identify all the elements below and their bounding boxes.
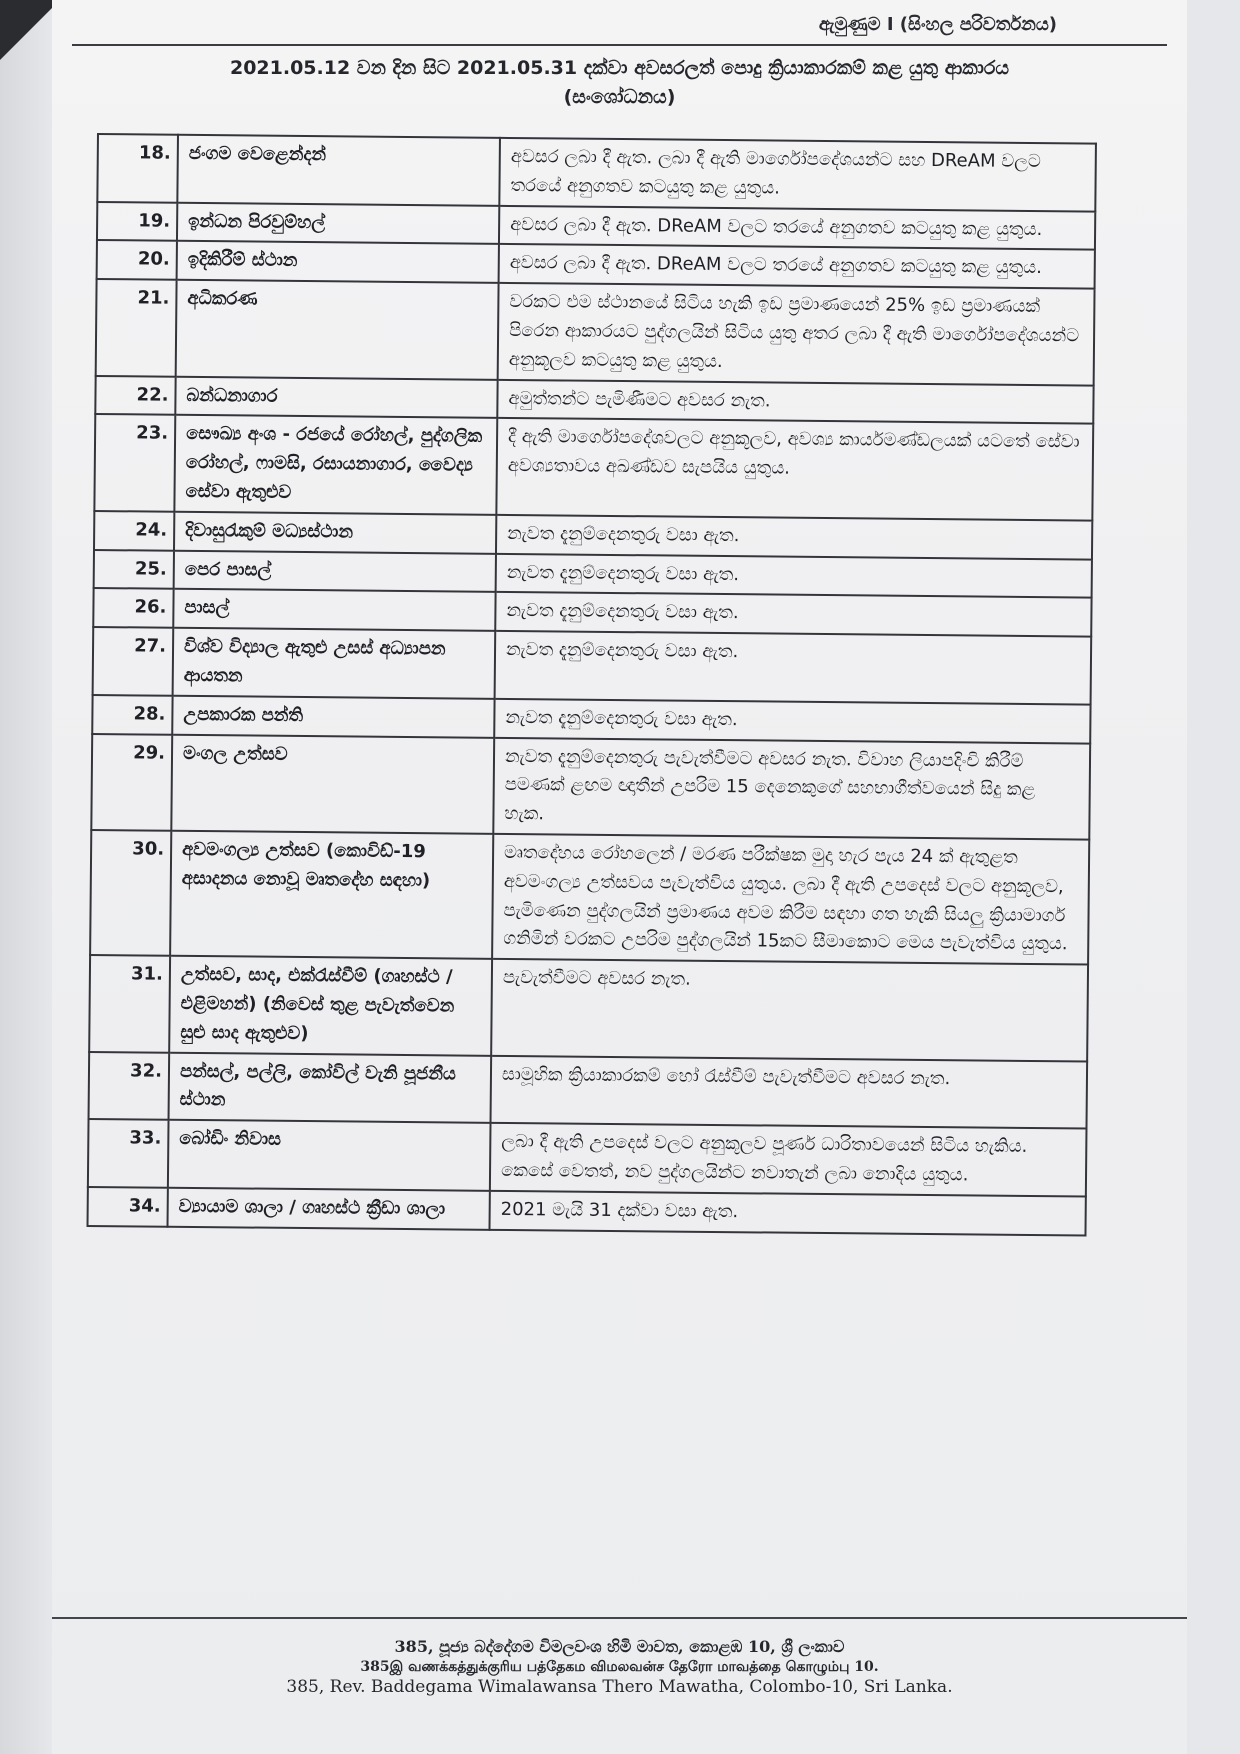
row-activity: උත්සව, සාද, එක්රැස්වීම් (ගෘහස්ථ / එළිමහන්) (නිවෙස් තුළ පැවැත්වෙන සුළු සාද ඇතුළුව) — [169, 956, 492, 1055]
row-guideline: නැවත දැනුම්දෙනතුරු වසා ඇත. — [496, 553, 1092, 598]
footer-address-english: 385, Rev. Baddegama Wimalawansa Thero Mawatha, Colombo-10, Sri Lanka. — [286, 1677, 953, 1698]
table-row — [88, 1187, 1086, 1235]
row-guideline: මෘතදේහය රෝහලෙන් / මරණ පරීක්ෂක මුදා හැර පැය 24 ක් ඇතුළත අවමංගල්‍ය උත්සවය පැවැත්විය යුතුය. ලබා දී ඇති උපදෙස් වලට අනුකූලව, පැමිණෙන පුද්ගලයින් ප්‍රමාණය අවම කිරීම සඳහා ගත හැකි සියලු ක්‍රියාමාර්ග ගනිමින් වරකට උපරිම පුද්ගලයින් 15කට සීමාකොට මෙය පැවැත්විය යුතුය. — [492, 834, 1089, 965]
row-guideline: අවසර ලබා දී ඇත. DReAM වලට තරයේ අනුගතව කටයුතු කළ යුතුය. — [499, 244, 1095, 289]
row-activity: අධිකරණ — [176, 280, 499, 379]
row-guideline: සාමූහික ක්‍රියාකාරකම් හෝ රැස්වීම් පැවැත්වීමට අවසර නැත. — [491, 1055, 1088, 1128]
footer-divider — [52, 1617, 1187, 1619]
annex-label: ඇමුණුම I (සිංහල පරිවර්තනය) — [818, 14, 1057, 35]
row-activity: පාසල් — [173, 589, 495, 631]
row-activity: ඉන්ධන පිරවුම්හල් — [177, 202, 499, 244]
row-number: 32. — [89, 1051, 170, 1119]
row-number: 19. — [97, 202, 177, 242]
row-activity: ව්‍යායාම ශාලා / ගෘහස්ථ ක්‍රීඩා ශාලා — [168, 1187, 490, 1229]
activities-table — [87, 133, 1097, 1236]
document-title — [92, 54, 1147, 111]
row-guideline: 2021 මැයි 31 දක්වා වසා ඇත. — [489, 1191, 1085, 1236]
row-activity: බෝඩිං නිවාස — [168, 1120, 491, 1191]
table-row — [90, 830, 1089, 965]
row-guideline: නැවත දැනුම්දෙනතුරු වසා ඇත. — [495, 592, 1091, 637]
row-guideline: නැවත දැනුම්දෙනතුරු වසා ඇත. — [496, 515, 1092, 560]
row-guideline: නැවත දැනුම්දෙනතුරු වසා ඇත. — [495, 631, 1092, 704]
row-guideline: අවසර ලබා දී ඇත. DReAM වලට තරයේ අනුගතව කටයුතු කළ යුතුය. — [499, 205, 1095, 250]
activities-table-wrapper — [87, 133, 1157, 1237]
row-number: 24. — [94, 511, 174, 551]
row-guideline: අමුත්තන්ට පැමිණීමට අවසර නැත. — [497, 379, 1093, 424]
table-row — [91, 734, 1090, 840]
table-row — [89, 1051, 1088, 1128]
row-number: 33. — [88, 1119, 169, 1187]
row-guideline: ලබා දී ඇති උපදෙස් වලට අනුකූලව පූර්ණ ධාරිතාවයෙන් සිටිය හැකිය. කෙසේ වෙතත්, නව පුද්ගලයින්ට නවාතැන් ලබා නොදිය යුතුය. — [490, 1123, 1087, 1196]
row-number: 30. — [90, 830, 171, 956]
footer-address-tamil: 385இ வணக்கத்துக்குரிய பத்தேகம விமலவன்ச தேரோ மாவத்தை கொழும்பு 10. — [360, 1658, 879, 1675]
footer-address-sinhala: 385, පූජ්‍ය බද්දේගම විමලවංශ හිමි මාවත, කොළඹ 10, ශ්‍රී ලංකාව — [394, 1637, 845, 1656]
row-activity: බන්ධනාගාර — [175, 376, 497, 418]
row-guideline: නැවත දැනුම්දෙනතුරු පැවැත්වීමට අවසර නැත. විවාහ ලියාපදිංචි කිරීම් පමණක් ළඟම ඥාතීන් උපරිම 15 දෙනෙකුගේ සහභාගීත්වයෙන් සිදු කළ හැක. — [493, 737, 1090, 839]
row-activity: අවමංගල්‍ය උත්සව (කොවිඩ්-19 අසාදනය නොවූ මෘතදේහ සඳහා) — [170, 831, 493, 959]
row-guideline: පැවැත්වීමට අවසර නැත. — [491, 959, 1088, 1061]
row-number: 25. — [94, 550, 174, 590]
row-number: 27. — [93, 627, 174, 695]
row-number: 22. — [95, 376, 175, 416]
row-guideline: දී ඇති මාර්ගෝපදේශවලට අනුකූලව, අවශ්‍ය කාර්යමණ්ඩලයක් යටතේ සේවා අවශ්‍යතාවය අඛණ්ඩව සැපයිය යුතුය. — [496, 418, 1093, 520]
page-edge-shadow — [0, 0, 52, 1754]
row-activity: දිවාසුරැකුම් මධ්‍යස්ථාන — [174, 512, 496, 554]
row-number: 23. — [94, 414, 175, 511]
row-activity: මංගල උත්සව — [171, 734, 494, 833]
row-guideline: අවසර ලබා දී ඇත. ලබා දී ඇති මාර්ගෝපදේශයන්ට සහ DReAM වලට තරයේ අනුගතව කටයුතු කළ යුතුය. — [499, 138, 1096, 211]
row-number: 29. — [91, 734, 172, 831]
row-activity: විශ්ව විද්‍යාල ඇතුළු උසස් අධ්‍යාපන ආයතන — [173, 628, 496, 699]
row-guideline: නැවත දැනුම්දෙනතුරු වසා ඇත. — [494, 699, 1090, 744]
document-page — [52, 0, 1187, 1754]
row-activity: ඉදිකිරීම් ස්ථාන — [177, 241, 499, 283]
table-row — [89, 955, 1088, 1061]
table-row — [93, 627, 1092, 704]
row-number: 31. — [89, 955, 170, 1052]
row-activity: පන්සල්, පල්ලි, කෝවිල් වැනි පූජනීය ස්ථාන — [169, 1052, 492, 1123]
row-guideline: වරකට එම ස්ථානයේ සිටිය හැකි ඉඩ ප්‍රමාණයෙන් 25% ඉඩ ප්‍රමාණයක් පිරෙන ආකාරයට පුද්ගලයින් සිටිය යුතු අතර ලබා දී ඇති මාර්ගෝපදේශයන්ට අනුකූලව කටයුතු කළ යුතුය. — [498, 283, 1095, 385]
row-number: 28. — [92, 695, 172, 735]
title-line-1: 2021.05.12 වන දින සිට 2021.05.31 දක්වා අවසරලත් පොදු ක්‍රියාකාරකම් කළ යුතු ආකාරය — [229, 57, 1010, 79]
table-row — [96, 279, 1095, 385]
header-divider — [72, 44, 1167, 46]
row-activity: පෙර පාසල් — [174, 550, 496, 592]
folded-corner — [0, 0, 60, 60]
table-row — [94, 414, 1093, 520]
row-number: 18. — [97, 134, 178, 202]
row-number: 20. — [97, 240, 177, 280]
table-row — [88, 1119, 1087, 1196]
row-activity: උපකාරක පන්ති — [172, 696, 494, 738]
row-number: 34. — [88, 1187, 168, 1227]
table-row — [97, 134, 1096, 211]
row-number: 21. — [96, 279, 177, 376]
row-activity: ජංගම වෙළෙන්දන් — [177, 135, 500, 206]
footer-address — [52, 1636, 1187, 1699]
row-number: 26. — [93, 588, 173, 628]
row-activity: සෞඛ්‍ය අංශ - රජයේ රෝහල්, පුද්ගලික රෝහල්, ෆාමසි, රසායනාගාර, වෛද්‍ය සේවා ඇතුළුව — [174, 415, 497, 514]
title-line-2: (සංශෝධනය) — [563, 85, 676, 108]
